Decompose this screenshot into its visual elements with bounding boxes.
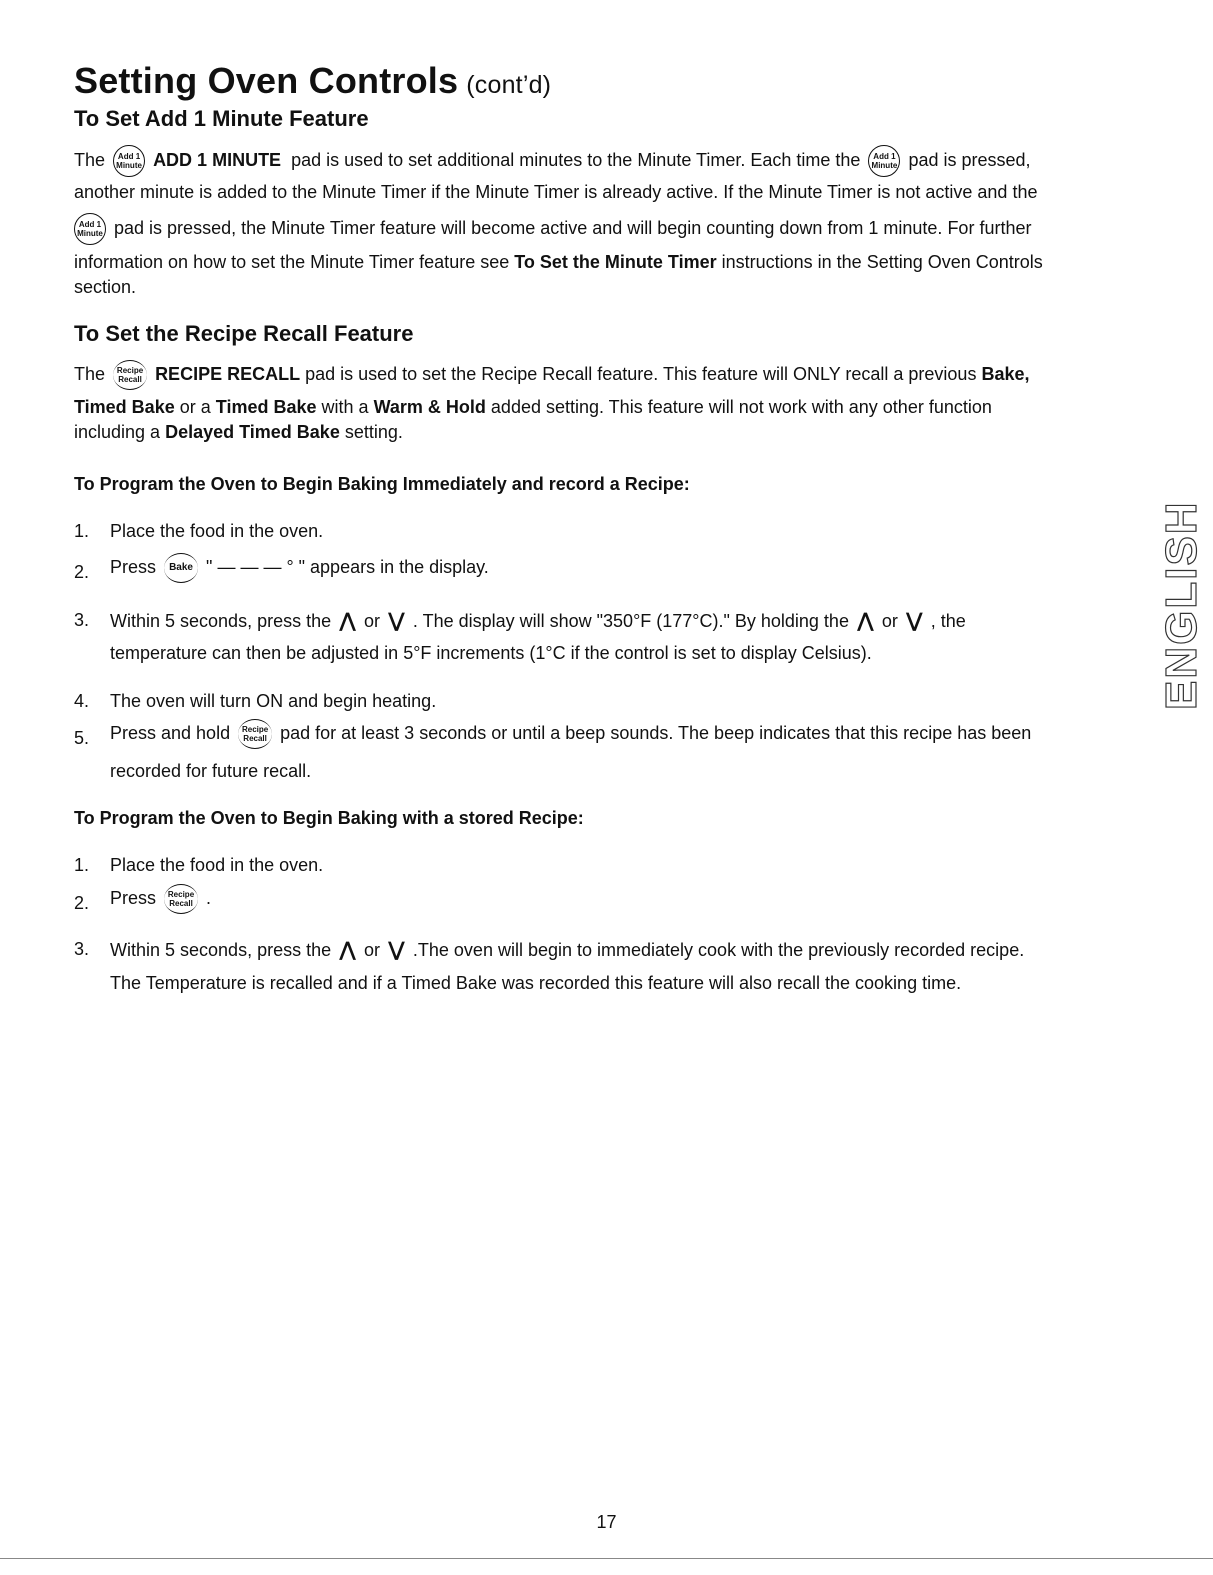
step-text-cont: recorded for future recall.: [110, 761, 312, 781]
up-chevron-icon: ⋀: [339, 939, 356, 961]
pad-label: Recipe: [167, 890, 195, 899]
text: " — — — ° " appears in the display.: [206, 556, 489, 577]
language-tab-english: ENGLISH: [1157, 500, 1206, 710]
page-title-text: Setting Oven Controls: [74, 60, 459, 101]
text: Press: [110, 556, 157, 577]
up-chevron-icon: ⋀: [856, 610, 874, 632]
pad-label: Add 1: [117, 152, 141, 161]
step-number: 1.: [74, 855, 90, 875]
text: pad for at least 3 seconds or until a beep sounds. The beep indicates that this recipe has been: [280, 722, 1032, 743]
text: Within 5 seconds, press the: [110, 940, 332, 960]
pad-label: Recall: [169, 899, 193, 908]
text: The: [74, 363, 106, 384]
text: pad is used to set additional minutes to the Minute Timer. Each time the: [291, 149, 861, 170]
text-bold: Timed Bake: [215, 397, 317, 417]
down-chevron-icon: ⋁: [388, 610, 405, 632]
text: pad is pressed,: [908, 149, 1031, 170]
recipe-recall-pad-icon: [238, 719, 272, 749]
down-chevron-icon: ⋁: [388, 939, 405, 961]
step-text: [110, 608, 966, 633]
text-bold: Warm & Hold: [373, 397, 486, 417]
text: pad is used to set the Recipe Recall feature. This feature will ONLY recall a previous: [305, 363, 977, 384]
section-heading-recipe-recall: To Set the Recipe Recall Feature: [74, 321, 414, 346]
text-bold: Delayed Timed Bake: [165, 422, 340, 442]
page-title: [74, 60, 551, 102]
pad-label: Minute: [116, 161, 142, 170]
step-number: 1.: [74, 521, 90, 541]
step-text: Place the food in the oven.: [110, 855, 324, 875]
pad-label: Recipe: [241, 725, 269, 734]
section-heading-add-minute: To Set Add 1 Minute Feature: [74, 106, 369, 131]
pad-label: Minute: [871, 161, 898, 170]
sec1-line3: [74, 213, 1031, 245]
text: setting.: [344, 422, 403, 442]
text: including a: [74, 422, 161, 442]
text: pad is pressed, the Minute Timer feature will become active and will begin counting down from 1 minute. For further: [114, 217, 1032, 238]
pad-label: Recipe: [116, 366, 144, 375]
text: with a: [321, 397, 369, 417]
pad-label: Add 1: [873, 152, 896, 161]
text-bold: ADD 1 MINUTE: [153, 149, 282, 170]
footer-rule: [0, 1558, 1213, 1559]
step-text: Place the food in the oven.: [110, 521, 324, 541]
text: .The oven will begin to immediately cook with the previously recorded recipe.: [412, 940, 1025, 960]
up-chevron-icon: ⋀: [339, 610, 356, 632]
text-bold: RECIPE RECALL: [155, 363, 301, 384]
sec1-line1: [74, 145, 1031, 177]
pad-label: Add 1: [78, 220, 102, 229]
pad-label: Minute: [77, 229, 103, 238]
step-text-cont: temperature can then be adjusted in 5°F increments (1°C if the control is set to display Celsius).: [110, 643, 872, 663]
add-1-minute-pad-icon: [113, 145, 145, 177]
text: or: [364, 611, 381, 631]
step-text: The oven will turn ON and begin heating.: [110, 691, 437, 711]
step-text: [110, 937, 1024, 962]
step-number: 2.: [74, 562, 90, 582]
bake-pad-icon: Bake: [164, 553, 198, 583]
page-title-cont: (cont’d): [466, 71, 552, 99]
text: or: [364, 940, 381, 960]
page-number: 17: [596, 1512, 617, 1532]
step-text: [110, 719, 1031, 749]
sec2-line3: [74, 422, 403, 443]
recipe-recall-pad-icon: [164, 884, 198, 914]
sec1-line2: another minute is added to the Minute Timer if the Minute Timer is already active. If the Minute Timer is not active and the: [74, 182, 1038, 202]
text: instructions in the Setting Oven Controls: [721, 252, 1043, 272]
sec2-line1: [74, 360, 1030, 390]
subheading-stored-recipe: To Program the Oven to Begin Baking with a stored Recipe:: [74, 808, 584, 828]
pad-label: Recall: [118, 375, 142, 384]
text: Within 5 seconds, press the: [110, 611, 332, 631]
sec2-line2: [74, 397, 992, 418]
step-text: [110, 553, 489, 583]
text: The: [74, 149, 106, 170]
step-text-cont: The Temperature is recalled and if a Timed Bake was recorded this feature will also recall the cooking time.: [110, 973, 962, 993]
sec1-line4: [74, 252, 1043, 273]
step-text: [110, 884, 211, 914]
text-bold: Timed Bake: [74, 397, 175, 417]
add-1-minute-pad-icon: [74, 213, 106, 245]
step-number: 3.: [74, 939, 90, 959]
text: or a: [179, 397, 211, 417]
step-number: 4.: [74, 691, 90, 711]
add-1-minute-pad-icon: [868, 145, 900, 177]
text-bold: To Set the Minute Timer: [514, 252, 717, 272]
text: .: [206, 887, 212, 908]
recipe-recall-pad-icon: [113, 360, 147, 390]
down-chevron-icon: ⋁: [905, 610, 923, 632]
step-number: 5.: [74, 728, 90, 748]
text: , the: [930, 611, 966, 631]
sec1-line5: section.: [74, 277, 137, 297]
pad-label: Recall: [243, 734, 267, 743]
subheading-record-recipe: To Program the Oven to Begin Baking Immediately and record a Recipe:: [74, 474, 690, 494]
text: Press and hold: [110, 722, 231, 743]
text: or: [881, 611, 898, 631]
text-bold: Bake,: [981, 363, 1030, 384]
text: . The display will show "350°F (177°C)." By holding the: [412, 611, 849, 631]
text: information on how to set the Minute Timer feature see: [74, 252, 510, 272]
text: added setting. This feature will not work with any other function: [490, 397, 992, 417]
text: Press: [110, 887, 157, 908]
step-number: 2.: [74, 893, 90, 913]
step-number: 3.: [74, 610, 90, 630]
